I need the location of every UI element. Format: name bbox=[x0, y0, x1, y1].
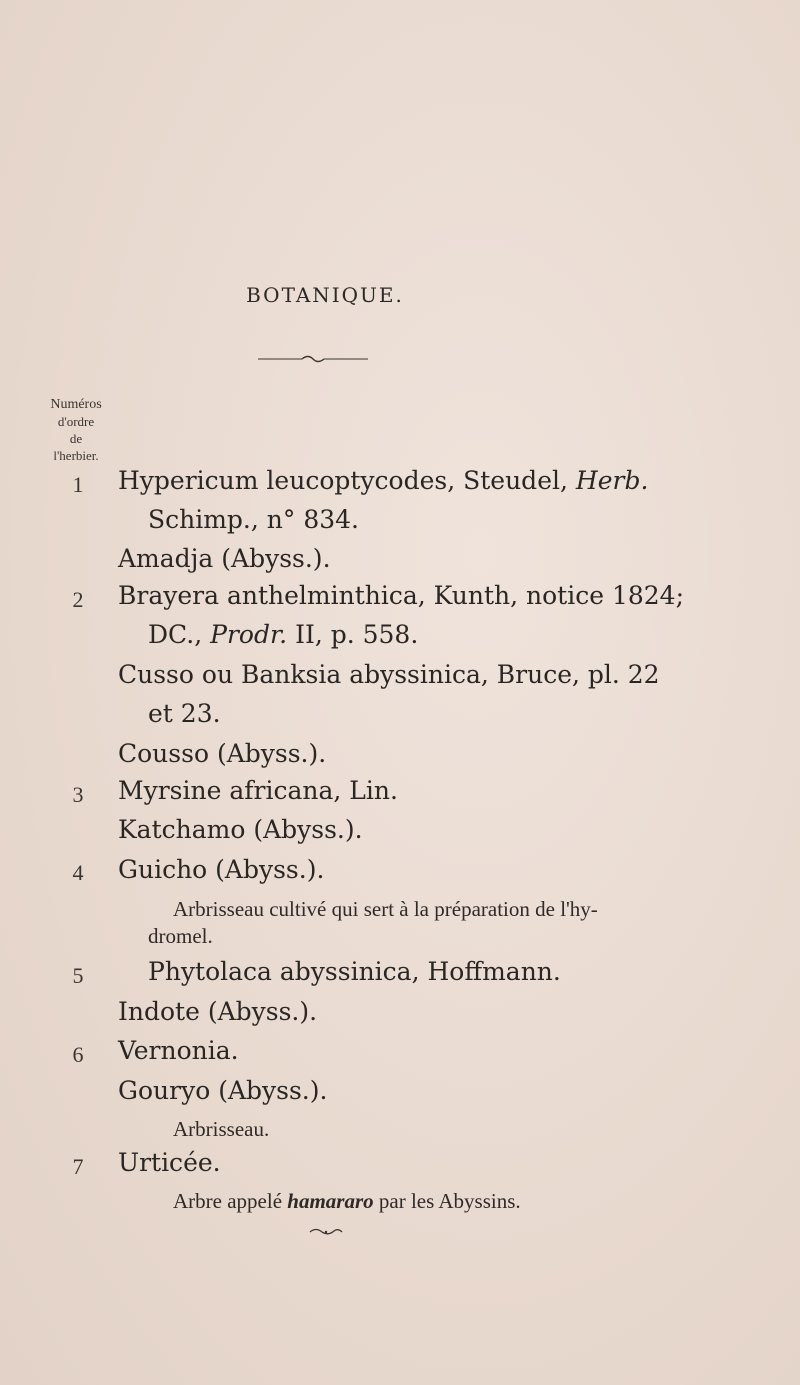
column-header-line: Numéros bbox=[50, 397, 102, 412]
entry-line: Schimp., n° 834. bbox=[148, 505, 359, 534]
entry-number: 7 bbox=[72, 1154, 84, 1179]
entry-line bbox=[148, 620, 418, 650]
entry-number: 2 bbox=[72, 587, 84, 612]
entry-text-italic: Prodr. bbox=[210, 620, 288, 649]
entry-text-italic: Herb. bbox=[575, 466, 649, 495]
entry-number: 4 bbox=[72, 860, 84, 885]
entry-line: Cusso ou Banksia abyssinica, Bruce, pl. 22 bbox=[118, 660, 660, 689]
entry-line: Urticée. bbox=[118, 1148, 221, 1177]
entry-line: Gouryo (Abyss.). bbox=[118, 1076, 328, 1105]
entry-line: Amadja (Abyss.). bbox=[118, 544, 331, 573]
entry-line: et 23. bbox=[148, 699, 221, 728]
column-header-line: d'ordre bbox=[57, 414, 95, 429]
column-header-line: l'herbier. bbox=[53, 448, 99, 463]
title-rule-ornament bbox=[258, 352, 368, 366]
entry-line: Cousso (Abyss.). bbox=[118, 739, 327, 768]
entry-line: Myrsine africana, Lin. bbox=[118, 776, 398, 805]
entry-line: Phytolaca abyssinica, Hoffmann. bbox=[148, 957, 561, 986]
entry-text: II, p. 558. bbox=[295, 620, 419, 649]
entry-text: Hypericum leucoptycodes, Steudel, bbox=[118, 466, 568, 495]
entry-text: par les Abyssins. bbox=[378, 1189, 521, 1213]
page-title: BOTANIQUE. bbox=[246, 283, 404, 307]
entry-line: Brayera anthelminthica, Kunth, notice 1824; bbox=[118, 581, 684, 610]
entry-line: Guicho (Abyss.). bbox=[118, 855, 325, 884]
entry-note bbox=[173, 1188, 521, 1214]
column-header bbox=[36, 396, 116, 464]
entry-line bbox=[118, 466, 648, 496]
end-ornament bbox=[308, 1226, 344, 1236]
entry-number: 3 bbox=[72, 782, 84, 807]
entry-line: Vernonia. bbox=[118, 1036, 239, 1065]
entry-line: Katchamo (Abyss.). bbox=[118, 815, 363, 844]
entry-number: 6 bbox=[72, 1042, 84, 1067]
entry-text-italic: hamararo bbox=[287, 1189, 374, 1213]
entry-text: Arbre appelé bbox=[173, 1189, 283, 1213]
entry-line: Indote (Abyss.). bbox=[118, 997, 318, 1026]
entry-number: 1 bbox=[72, 472, 84, 497]
entry-note: Arbrisseau. bbox=[173, 1117, 270, 1141]
entry-number: 5 bbox=[72, 963, 84, 988]
column-header-line: de bbox=[69, 431, 83, 446]
entry-note: Arbrisseau cultivé qui sert à la préparation de l'hy- bbox=[173, 897, 598, 921]
entry-note: dromel. bbox=[148, 924, 213, 948]
entry-text: DC., bbox=[148, 620, 203, 649]
